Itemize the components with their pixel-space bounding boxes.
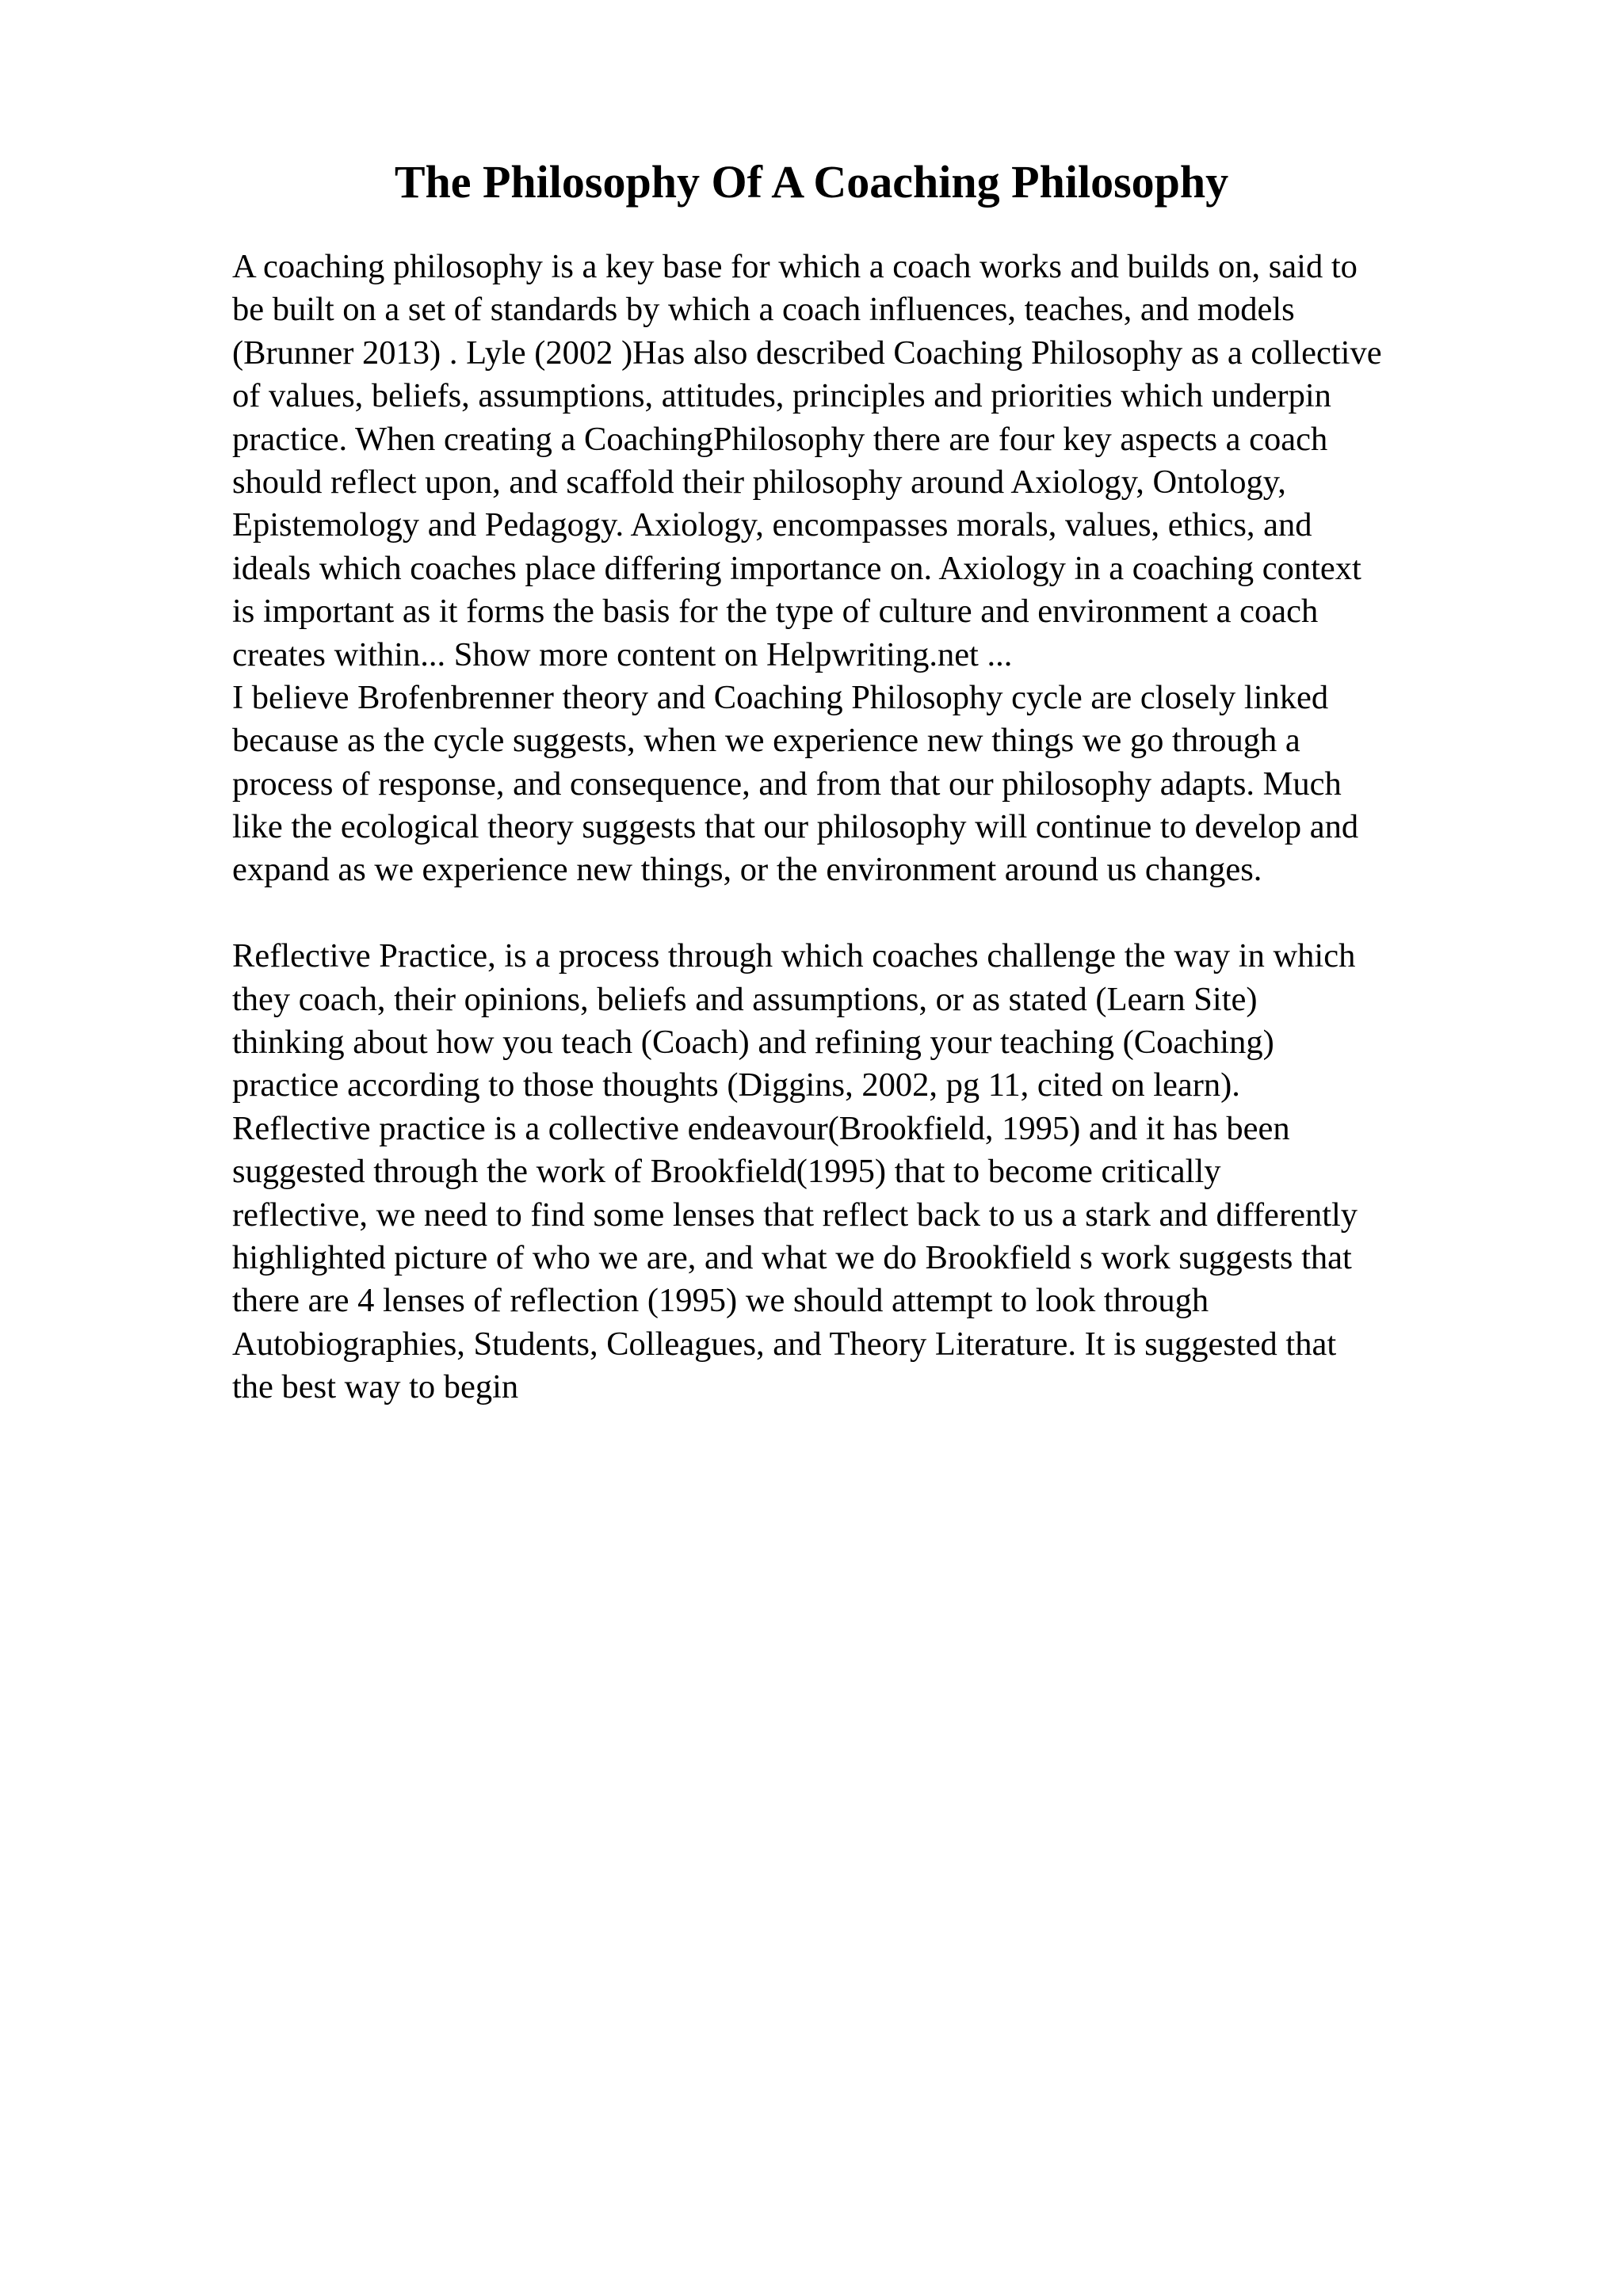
text-line: Reflective Practice, is a process through which coaches challenge the way in which — [232, 937, 1356, 975]
paragraph-intro — [232, 246, 1500, 677]
text-line: suggested through the work of Brookfield(1995) that to become critically — [232, 1153, 1221, 1191]
text-line: A coaching philosophy is a key base for which a coach works and builds on, said to — [232, 248, 1358, 285]
text-line: the best way to begin — [232, 1368, 519, 1406]
text-line: process of response, and consequence, and from that our philosophy adapts. Much — [232, 765, 1342, 803]
text-line: Reflective practice is a collective endeavour(Brookfield, 1995) and it has been — [232, 1109, 1290, 1147]
text-line: practice according to those thoughts (Diggins, 2002, pg 11, cited on learn). — [232, 1066, 1240, 1104]
document-body — [232, 246, 1500, 1409]
text-line: highlighted picture of who we are, and what we do Brookfield s work suggests that — [232, 1238, 1352, 1276]
text-line: reflective, we need to find some lenses that reflect back to us a stark and differently — [232, 1196, 1358, 1234]
text-line: thinking about how you teach (Coach) and refining your teaching (Coaching) — [232, 1024, 1274, 1062]
text-line: Epistemology and Pedagogy. Axiology, encompasses morals, values, ethics, and — [232, 506, 1312, 544]
text-line: Autobiographies, Students, Colleagues, and Theory Literature. It is suggested that — [232, 1325, 1337, 1363]
text-line: because as the cycle suggests, when we experience new things we go through a — [232, 722, 1300, 760]
text-line: I believe Brofenbrenner theory and Coaching Philosophy cycle are closely linked — [232, 678, 1329, 716]
text-line: creates within... Show more content on Helpwriting.net ... — [232, 635, 1013, 673]
text-line: they coach, their opinions, beliefs and assumptions, or as stated (Learn Site) — [232, 980, 1258, 1018]
text-line: should reflect upon, and scaffold their philosophy around Axiology, Ontology, — [232, 463, 1286, 501]
text-line: of values, beliefs, assumptions, attitudes, principles and priorities which underpin — [232, 377, 1331, 415]
text-line: like the ecological theory suggests that our philosophy will continue to develop and — [232, 808, 1359, 846]
text-line: be built on a set of standards by which a coach influences, teaches, and models — [232, 291, 1295, 329]
text-line: ideals which coaches place differing importance on. Axiology in a coaching context — [232, 549, 1361, 587]
text-line: expand as we experience new things, or the environment around us changes. — [232, 851, 1262, 889]
paragraph-spacer — [232, 892, 1500, 935]
paragraph-brofenbrenner — [232, 677, 1500, 892]
text-line: is important as it forms the basis for the type of culture and environment a coach — [232, 593, 1319, 631]
text-line: practice. When creating a CoachingPhilosophy there are four key aspects a coach — [232, 420, 1328, 458]
document-title: The Philosophy Of A Coaching Philosophy — [394, 156, 1229, 208]
paragraph-reflective-practice — [232, 935, 1500, 1409]
text-line: (Brunner 2013) . Lyle (2002 )Has also described Coaching Philosophy as a collective — [232, 334, 1382, 372]
text-line: there are 4 lenses of reflection (1995) we should attempt to look through — [232, 1282, 1209, 1320]
